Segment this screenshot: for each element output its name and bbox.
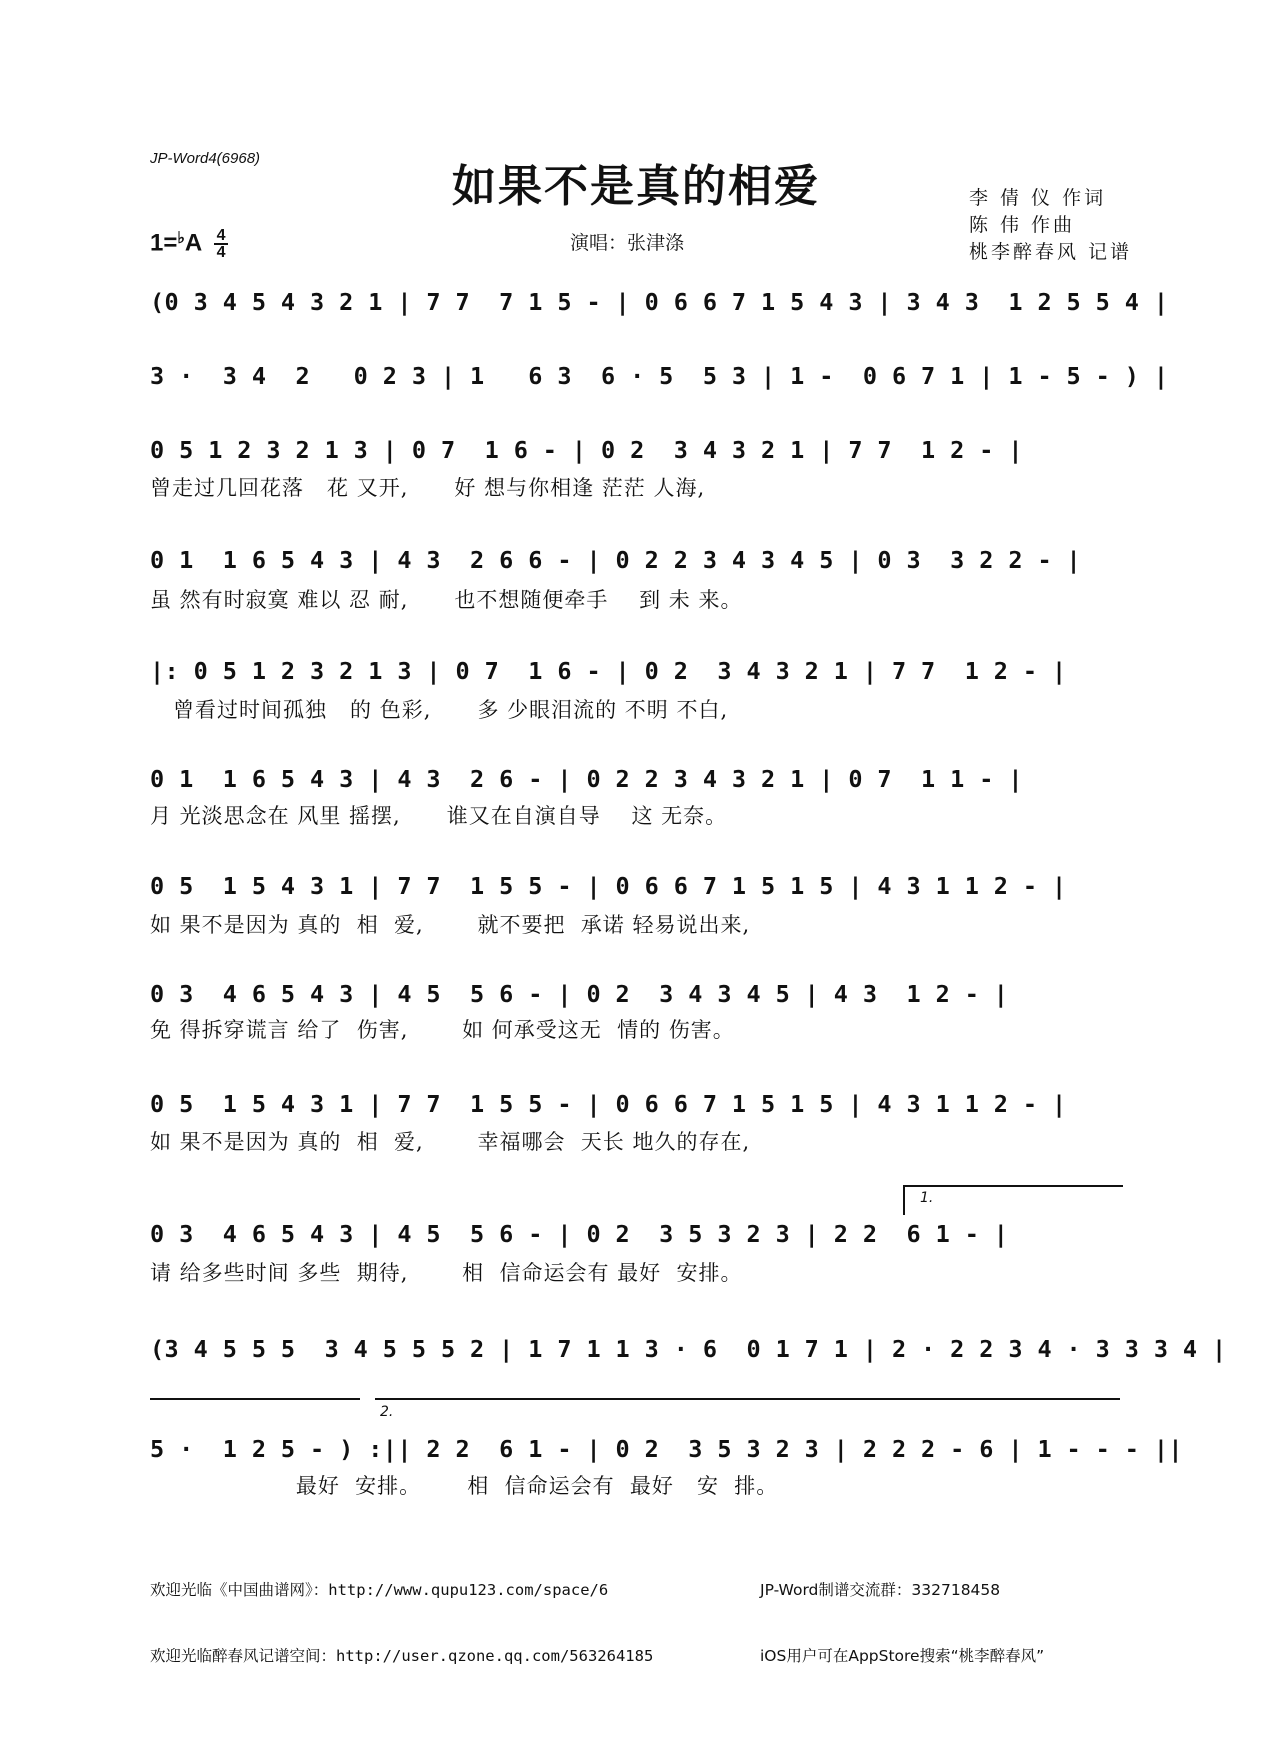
time-top: 4 — [216, 227, 226, 244]
footer-link-qupu[interactable]: 欢迎光临《中国曲谱网》：http://www.qupu123.com/space/6 — [150, 1581, 609, 1599]
credits — [969, 185, 1132, 266]
credit-lyrics: 李 倩 仪 作词 — [968, 187, 1107, 209]
lyric-line-8: 免 得拆穿谎言 给了 伤害, 如 何承受这无 情的 伤害。 — [150, 1018, 735, 1042]
volta-2-bracket — [375, 1398, 1120, 1400]
footer-link-qzone[interactable]: 欢迎光临醉春风记谱空间：http://user.qzone.qq.com/563264185 — [150, 1647, 654, 1665]
credit-transcriber: 桃李醉春风 记谱 — [968, 241, 1132, 263]
time-bottom: 4 — [216, 244, 226, 261]
lyric-line-4: 虽 然有时寂寞 难以 忍 耐, 也不想随便牵手 到 未 来。 — [150, 588, 743, 612]
footer-appstore: iOS用户可在AppStore搜索“桃李醉春风” — [760, 1647, 1045, 1665]
footer-right — [760, 1535, 1044, 1689]
credit-music: 陈 伟 作曲 — [968, 214, 1076, 236]
lyric-line-12: 最好 安排。 相 信命运会有 最好 安 排。 — [150, 1474, 779, 1498]
notation-line-2: 3 · 3 4 2 0 2 3 | 1 6 3 6 · 5 5 3 | 1 - 0 6 7 1 | 1 - 5 - ) | — [150, 362, 1169, 390]
volta-1-bracket — [903, 1185, 1123, 1187]
volta-1-continuation — [150, 1398, 360, 1400]
lyric-line-7: 如 果不是因为 真的 相 爱, 就不要把 承诺 轻易说出来, — [150, 913, 751, 937]
time-signature — [214, 228, 228, 260]
notation-line-7: 0 5 1 5 4 3 1 | 7 7 1 5 5 - | 0 6 6 7 1 5 1 5 | 4 3 1 1 2 - | — [150, 872, 1067, 900]
notation-line-8: 0 3 4 6 5 4 3 | 4 5 5 6 - | 0 2 3 4 3 4 5 | 4 3 1 2 - | — [150, 980, 1009, 1008]
notation-line-1: (0 3 4 5 4 3 2 1 | 7 7 7 1 5 - | 0 6 6 7 1 5 4 3 | 3 4 3 1 2 5 5 4 | — [150, 288, 1169, 316]
lyric-line-3: 曾走过几回花落 花 又开, 好 想与你相逢 茫茫 人海, — [150, 476, 706, 500]
volta-1-edge — [903, 1185, 905, 1215]
notation-line-6: 0 1 1 6 5 4 3 | 4 3 2 6 - | 0 2 2 3 4 3 2 1 | 0 7 1 1 - | — [150, 765, 1023, 793]
notation-line-3: 0 5 1 2 3 2 1 3 | 0 7 1 6 - | 0 2 3 4 3 2 1 | 7 7 1 2 - | — [150, 436, 1023, 464]
lyric-line-9: 如 果不是因为 真的 相 爱, 幸福哪会 天长 地久的存在, — [150, 1130, 751, 1154]
key-prefix: 1= — [150, 229, 178, 257]
flat-symbol: ♭ — [177, 230, 185, 247]
notation-line-5: |: 0 5 1 2 3 2 1 3 | 0 7 1 6 - | 0 2 3 4 3 2 1 | 7 7 1 2 - | — [150, 657, 1067, 685]
notation-line-12: 5 · 1 2 5 - ) :|| 2 2 6 1 - | 0 2 3 5 3 2 3 | 2 2 2 - 6 | 1 - - - || — [150, 1435, 1183, 1463]
notation-line-11: (3 4 5 5 5 3 4 5 5 5 2 | 1 7 1 1 3 · 6 0 1 7 1 | 2 · 2 2 3 4 · 3 3 3 4 | — [150, 1335, 1227, 1363]
footer-left — [150, 1535, 653, 1689]
volta-1-label: 1. — [920, 1190, 934, 1206]
volta-2-label: 2. — [380, 1404, 394, 1420]
footer-group: JP-Word制谱交流群：332718458 — [760, 1581, 1001, 1599]
notation-line-9: 0 5 1 5 4 3 1 | 7 7 1 5 5 - | 0 6 6 7 1 5 1 5 | 4 3 1 1 2 - | — [150, 1090, 1067, 1118]
key-note: A — [184, 229, 202, 257]
lyric-line-6: 月 光淡思念在 风里 摇摆, 谁又在自演自导 这 无奈。 — [150, 804, 728, 828]
source-tag: JP-Word4(6968) — [150, 150, 261, 167]
notation-line-4: 0 1 1 6 5 4 3 | 4 3 2 6 6 - | 0 2 2 3 4 3 4 5 | 0 3 3 2 2 - | — [150, 546, 1082, 574]
lyric-line-10: 请 给多些时间 多些 期待, 相 信命运会有 最好 安排。 — [150, 1261, 743, 1285]
singer: 演唱：张津涤 — [570, 232, 685, 254]
lyric-line-5: 曾看过时间孤独 的 色彩, 多 少眼泪流的 不明 不白, — [150, 698, 729, 722]
key-signature — [150, 228, 228, 260]
notation-line-10: 0 3 4 6 5 4 3 | 4 5 5 6 - | 0 2 3 5 3 2 3 | 2 2 6 1 - | — [150, 1220, 1009, 1248]
page-title: 如果不是真的相爱 — [452, 161, 820, 212]
